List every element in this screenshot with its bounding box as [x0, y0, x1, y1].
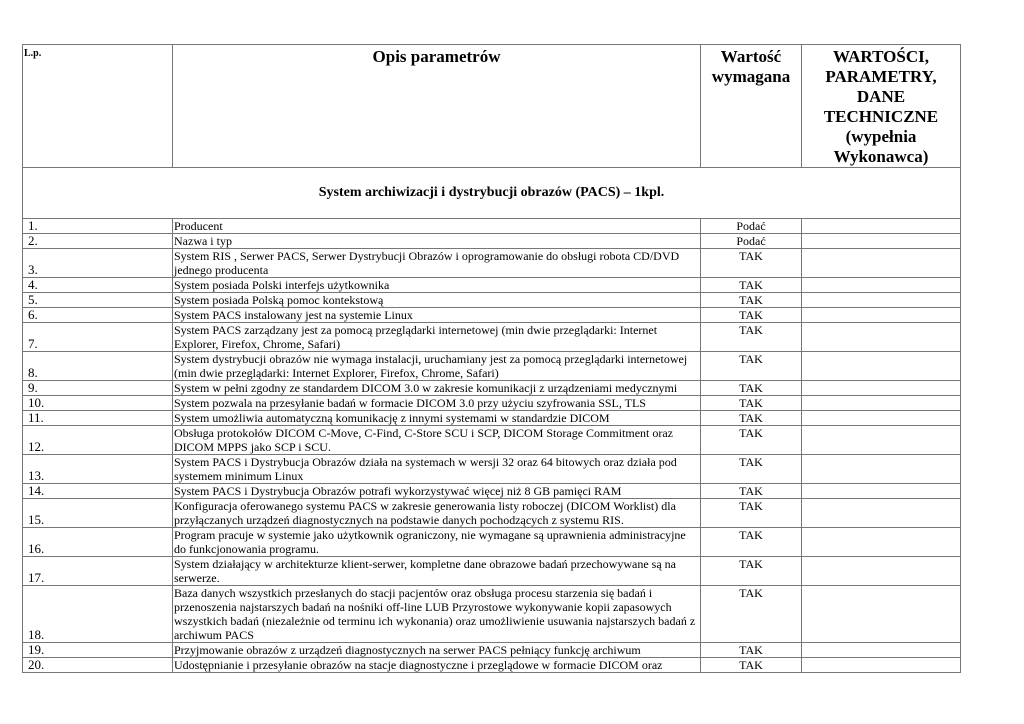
row-contractor-value-cell[interactable]: [802, 643, 961, 658]
row-description: System pozwala na przesyłanie badań w formacie DICOM 3.0 przy użyciu szyfrowania SSL, TLS: [173, 396, 701, 411]
row-required-value: TAK: [701, 586, 802, 643]
table-row: [23, 455, 961, 484]
row-number: 20.: [23, 658, 173, 673]
row-description: Nazwa i typ: [173, 234, 701, 249]
table-row: [23, 426, 961, 455]
table-row: [23, 528, 961, 557]
row-number: 9.: [23, 381, 173, 396]
row-number: 7.: [23, 323, 173, 352]
row-description: System PACS instalowany jest na systemie Linux: [173, 308, 701, 323]
row-required-value: TAK: [701, 455, 802, 484]
row-description: System umożliwia automatyczną komunikację z innymi systemami w standardzie DICOM: [173, 411, 701, 426]
row-contractor-value-cell[interactable]: [802, 278, 961, 293]
row-description: System PACS i Dystrybucja Obrazów działa na systemach w wersji 32 oraz 64 bitowych oraz działa pod systemem minimum Linux: [173, 455, 701, 484]
table-row: [23, 308, 961, 323]
row-contractor-value-cell[interactable]: [802, 249, 961, 278]
row-number: 13.: [23, 455, 173, 484]
row-required-value: TAK: [701, 293, 802, 308]
table-row: [23, 658, 961, 673]
row-number: 1.: [23, 219, 173, 234]
row-description: System w pełni zgodny ze standardem DICOM 3.0 w zakresie komunikacji z urządzeniami medycznymi: [173, 381, 701, 396]
table-row: [23, 219, 961, 234]
header-opis: Opis parametrów: [173, 45, 701, 168]
row-required-value: TAK: [701, 381, 802, 396]
row-description: Program pracuje w systemie jako użytkownik ograniczony, nie wymagane są uprawnienia administracyjne do funkcjonowania programu.: [173, 528, 701, 557]
row-number: 3.: [23, 249, 173, 278]
table-row: [23, 249, 961, 278]
row-contractor-value-cell[interactable]: [802, 219, 961, 234]
row-required-value: TAK: [701, 323, 802, 352]
row-description: System posiada Polską pomoc kontekstową: [173, 293, 701, 308]
row-number: 4.: [23, 278, 173, 293]
row-contractor-value-cell[interactable]: [802, 586, 961, 643]
section-row: [23, 168, 961, 219]
header-wartosci: WARTOŚCI, PARAMETRY, DANE TECHNICZNE (wypełnia Wykonawca): [802, 45, 961, 168]
row-contractor-value-cell[interactable]: [802, 484, 961, 499]
row-number: 12.: [23, 426, 173, 455]
table-row: [23, 586, 961, 643]
row-description: Przyjmowanie obrazów z urządzeń diagnostycznych na serwer PACS pełniący funkcję archiwum: [173, 643, 701, 658]
table-row: [23, 499, 961, 528]
row-contractor-value-cell[interactable]: [802, 557, 961, 586]
row-description: Baza danych wszystkich przesłanych do stacji pacjentów oraz obsługa procesu starzenia się badań i przenoszenia najstarszych badań na nośniki off-line LUB Przyrostowe wykonywanie kopii zapasowych wszystkich badań (niezależnie od terminu ich wykonania) oraz umożliwienie usuwania najstarszych badań z archiwum PACS: [173, 586, 701, 643]
row-contractor-value-cell[interactable]: [802, 426, 961, 455]
row-required-value: TAK: [701, 484, 802, 499]
table-header-row: [23, 45, 961, 168]
row-contractor-value-cell[interactable]: [802, 528, 961, 557]
table-row: [23, 643, 961, 658]
row-required-value: Podać: [701, 234, 802, 249]
row-number: 15.: [23, 499, 173, 528]
table-row: [23, 381, 961, 396]
row-description: System PACS zarządzany jest za pomocą przeglądarki internetowej (min dwie przeglądarki: Internet Explorer, Firefox, Chrome, Safari): [173, 323, 701, 352]
row-contractor-value-cell[interactable]: [802, 396, 961, 411]
section-title: System archiwizacji i dystrybucji obrazów (PACS) – 1kpl.: [23, 168, 961, 219]
row-contractor-value-cell[interactable]: [802, 455, 961, 484]
row-contractor-value-cell[interactable]: [802, 323, 961, 352]
row-required-value: TAK: [701, 249, 802, 278]
row-number: 5.: [23, 293, 173, 308]
row-number: 10.: [23, 396, 173, 411]
table-body: [23, 219, 961, 673]
row-required-value: TAK: [701, 643, 802, 658]
parameters-table: [22, 44, 961, 673]
table-row: [23, 278, 961, 293]
table-row: [23, 293, 961, 308]
row-description: Producent: [173, 219, 701, 234]
row-required-value: TAK: [701, 352, 802, 381]
table-row: [23, 396, 961, 411]
row-required-value: TAK: [701, 499, 802, 528]
row-required-value: TAK: [701, 658, 802, 673]
table-row: [23, 484, 961, 499]
row-number: 19.: [23, 643, 173, 658]
row-description: Obsługa protokołów DICOM C-Move, C-Find, C-Store SCU i SCP, DICOM Storage Commitment oraz DICOM MPPS jako SCP i SCU.: [173, 426, 701, 455]
row-required-value: TAK: [701, 426, 802, 455]
row-contractor-value-cell[interactable]: [802, 352, 961, 381]
header-wartosc: Wartość wymagana: [701, 45, 802, 168]
row-contractor-value-cell[interactable]: [802, 381, 961, 396]
row-required-value: Podać: [701, 219, 802, 234]
row-description: Udostępnianie i przesyłanie obrazów na stacje diagnostyczne i przeglądowe w formacie DICOM oraz: [173, 658, 701, 673]
row-number: 16.: [23, 528, 173, 557]
row-contractor-value-cell[interactable]: [802, 411, 961, 426]
table-row: [23, 411, 961, 426]
table-row: [23, 557, 961, 586]
header-lp: L.p.: [23, 45, 173, 168]
row-required-value: TAK: [701, 308, 802, 323]
row-description: Konfiguracja oferowanego systemu PACS w zakresie generowania listy roboczej (DICOM Worklist) dla przyłączanych urządzeń diagnostycznych na podstawie danych pochodzących z systemu RIS.: [173, 499, 701, 528]
table-row: [23, 234, 961, 249]
row-required-value: TAK: [701, 411, 802, 426]
row-description: System działający w architekturze klient-serwer, kompletne dane obrazowe badań przechowywane są na serwerze.: [173, 557, 701, 586]
row-description: System RIS , Serwer PACS, Serwer Dystrybucji Obrazów i oprogramowanie do obsługi robota CD/DVD jednego producenta: [173, 249, 701, 278]
table-row: [23, 352, 961, 381]
row-required-value: TAK: [701, 396, 802, 411]
row-description: System dystrybucji obrazów nie wymaga instalacji, uruchamiany jest za pomocą przeglądarki internetowej (min dwie przeglądarki: Internet Explorer, Firefox, Chrome, Safari): [173, 352, 701, 381]
row-contractor-value-cell[interactable]: [802, 293, 961, 308]
row-contractor-value-cell[interactable]: [802, 499, 961, 528]
row-required-value: TAK: [701, 557, 802, 586]
row-description: System posiada Polski interfejs użytkownika: [173, 278, 701, 293]
row-description: System PACS i Dystrybucja Obrazów potrafi wykorzystywać więcej niż 8 GB pamięci RAM: [173, 484, 701, 499]
row-number: 11.: [23, 411, 173, 426]
row-number: 14.: [23, 484, 173, 499]
row-contractor-value-cell[interactable]: [802, 658, 961, 673]
row-required-value: TAK: [701, 278, 802, 293]
table-row: [23, 323, 961, 352]
row-required-value: TAK: [701, 528, 802, 557]
row-number: 6.: [23, 308, 173, 323]
row-number: 17.: [23, 557, 173, 586]
row-number: 18.: [23, 586, 173, 643]
row-number: 2.: [23, 234, 173, 249]
row-contractor-value-cell[interactable]: [802, 308, 961, 323]
row-number: 8.: [23, 352, 173, 381]
row-contractor-value-cell[interactable]: [802, 234, 961, 249]
